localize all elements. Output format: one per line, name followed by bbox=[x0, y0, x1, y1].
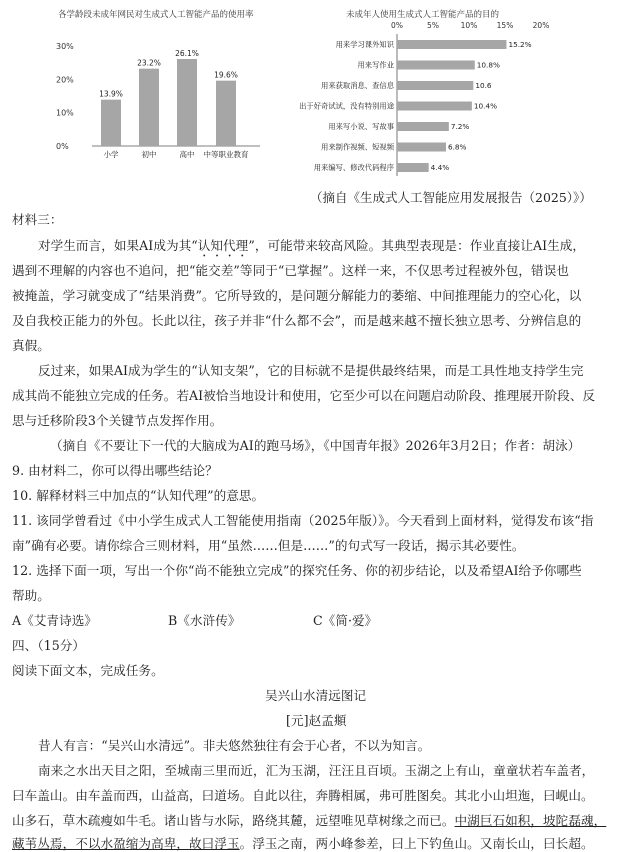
question-11-line-2: 南”确有必要。请你综合三则材料，用“虽然……但是……”的句式写一段话，揭示其必要性。 bbox=[12, 538, 525, 553]
chart2-category-label-6: 用来编写、修改代码程序 bbox=[313, 163, 394, 172]
chart2-category-label-3: 出于好奇试试，没有特别用途 bbox=[299, 101, 394, 111]
chart2-bar-2 bbox=[397, 81, 473, 90]
chart1-y-tick-0: 0% bbox=[56, 142, 69, 151]
option-a: A《艾青诗选》 bbox=[12, 613, 98, 628]
chart1-value-label-2: 26.1% bbox=[175, 49, 199, 58]
p2-line-1: 反过来，如果AI成为学生的“认知支架”，它的目标就不是提供最终结果，而是工具性地支持学生完 bbox=[38, 363, 584, 378]
option-c: C《简·爱》 bbox=[313, 613, 378, 628]
chart1-bar-3 bbox=[216, 81, 236, 146]
chart2-category-label-2: 用来获取消息、查信息 bbox=[321, 81, 394, 90]
underlined-sentence-b: 藏苇丛焉，不以水盈缩为高卑，故曰浮玉 bbox=[12, 836, 240, 851]
option-b: B《水浒传》 bbox=[168, 613, 241, 628]
chart2-value-label-1: 10.8% bbox=[476, 60, 500, 70]
chart2-bar-5 bbox=[397, 143, 446, 152]
chart2-value-label-2: 10.6 bbox=[475, 81, 492, 90]
chart2-category-label-0: 用来学习课外知识 bbox=[335, 40, 394, 49]
chart1-value-label-1: 23.2% bbox=[137, 58, 161, 68]
chart2-x-tick-2: 10% bbox=[460, 21, 478, 30]
p1-line-1: 对学生而言，如果AI成为其“认知代理”，可能带来较高风险。其典型表现是：作业直接让AI生成， bbox=[38, 238, 586, 253]
emphasized-term-cognitive-proxy: 认知代理 bbox=[197, 238, 249, 253]
p1-line-3: 被掩盖，学习就变成了“结果消费”。它所导致的，是问题分解能力的萎缩、中间推理能力的空心化，以 bbox=[12, 288, 582, 303]
p1-line-4: 及自我校正能力的外包。长此以往，孩子并非“什么都不会”，而是越来越不擅长独立思考、分辨信息的 bbox=[12, 313, 582, 328]
chart2-bar-1 bbox=[397, 61, 475, 70]
chart2-x-tick-4: 20% bbox=[532, 21, 550, 30]
p2-line-2: 成其尚不能独立完成的任务。若AI被恰当地设计和使用，它至少可以在问题启动阶段、推理展开阶段、反 bbox=[12, 388, 596, 403]
chart2-value-label-0: 15.2% bbox=[508, 40, 532, 49]
chart2-value-label-5: 6.8% bbox=[447, 142, 467, 152]
body-paragraph-1: 昔人有言：“吴兴山水清远”。非夫悠然独往有会于心者，不以为知言。 bbox=[38, 738, 431, 753]
question-11-line-1: 11. 该同学曾看过《中小学生成式人工智能使用指南（2025年版）》。今天看到上面材料，觉得发布该“指 bbox=[12, 513, 594, 528]
chart2-x-tick-3: 15% bbox=[496, 21, 514, 30]
chart1-y-tick-3: 30% bbox=[56, 42, 74, 51]
chart2-bar-0 bbox=[397, 40, 506, 49]
p1-line-2: 遇到不理解的内容也不追问，把“能交差”等同于“已掌握”。这样一来，不仅思考过程被外包，错误也 bbox=[12, 263, 569, 278]
chart1-y-tick-2: 20% bbox=[56, 75, 74, 85]
chart1-category-label-1: 初中 bbox=[141, 150, 157, 159]
chart1-bar-1 bbox=[139, 69, 159, 146]
chart2-value-label-4: 7.2% bbox=[450, 122, 470, 131]
chart2-bar-4 bbox=[397, 122, 449, 131]
question-9: 9. 由材料二，你可以得出哪些结论？ bbox=[12, 463, 218, 478]
body-line-3: 山多石，草木疏瘦如牛毛。诸山皆与水际，路绕其麓，远望唯见草树缘之而已。中湖巨石如积，坡陀磊魂， bbox=[12, 813, 607, 828]
chart2-title: 未成年人使用生成式人工智能产品的目的 bbox=[346, 10, 500, 20]
chart1-title: 各学龄段未成年网民对生成式人工智能产品的使用率 bbox=[58, 10, 254, 20]
chart2-bar-3 bbox=[397, 102, 472, 111]
text-author: [元]赵孟頫 bbox=[286, 713, 347, 728]
chart1-y-tick-1: 10% bbox=[56, 108, 74, 118]
chart1-bar-2 bbox=[177, 59, 197, 146]
section-4-heading: 四、（15分） bbox=[12, 638, 86, 653]
chart2-value-label-6: 4.4% bbox=[430, 163, 450, 172]
chart2-category-label-4: 用来写小说、写故事 bbox=[328, 122, 394, 131]
question-12-line-1: 12. 选择下面一项，写出一个你“尚不能独立完成”的探究任务、你的初步结论，以及希望AI给予你哪些 bbox=[12, 563, 582, 578]
chart2-category-label-1: 用来写作业 bbox=[357, 60, 394, 70]
material3-title: 材料三： bbox=[12, 212, 63, 227]
reading-instruction: 阅读下面文本，完成任务。 bbox=[12, 663, 164, 678]
chart2-purpose-of-use bbox=[283, 20, 583, 180]
chart1-value-label-0: 13.9% bbox=[99, 89, 123, 99]
chart1-category-label-3: 中等职业教育 bbox=[203, 150, 249, 159]
chart1-bar-0 bbox=[101, 100, 121, 146]
text-title: 吴兴山水清远图记 bbox=[265, 688, 367, 703]
underlined-sentence-a: 中湖巨石如积，坡陀磊魂， bbox=[454, 813, 607, 828]
chart1-usage-rate-by-school-stage bbox=[56, 22, 270, 162]
chart2-category-label-5: 用来制作视频、短视频 bbox=[321, 142, 394, 152]
chart2-value-label-3: 10.4% bbox=[473, 101, 498, 111]
chart1-category-label-0: 小学 bbox=[103, 150, 119, 159]
p2-line-3: 思与迁移阶段3个关键节点发挥作用。 bbox=[12, 413, 223, 428]
body-line-1: 南来之水出天目之阳，至城南三里而近，汇为玉湖，汪汪且百顷。玉湖之上有山，童童状若车盖者， bbox=[38, 763, 595, 778]
question-12-line-2: 帮助。 bbox=[12, 588, 50, 603]
chart2-x-tick-0: 0% bbox=[391, 21, 403, 30]
chart-source-caption: （摘自《生成式人工智能应用发展报告（2025）》） bbox=[310, 190, 592, 205]
source-line-2: （摘自《不要让下一代的大脑成为AI的跑马场》，《中国青年报》2026年3月2日；作者：胡泳） bbox=[50, 438, 581, 453]
body-line-4: 藏苇丛焉，不以水盈缩为高卑，故曰浮玉。浮玉之南，两小峰参差，曰上下钓鱼山。又南长山，曰长超。 bbox=[12, 836, 594, 851]
chart2-bar-6 bbox=[397, 163, 429, 172]
chart1-category-label-2: 高中 bbox=[179, 150, 195, 159]
chart1-value-label-3: 19.6% bbox=[214, 70, 238, 80]
chart2-x-tick-1: 5% bbox=[427, 21, 439, 30]
question-10: 10. 解释材料三中加点的“认知代理”的意思。 bbox=[12, 488, 265, 503]
body-line-2: 曰车盖山。由车盖而西，山益高，曰道场。自此以往，奔腾相属，弗可胜图矣。其北小山坦迤，曰岘山。 bbox=[12, 788, 594, 803]
p1-line-5: 真假。 bbox=[12, 338, 50, 353]
